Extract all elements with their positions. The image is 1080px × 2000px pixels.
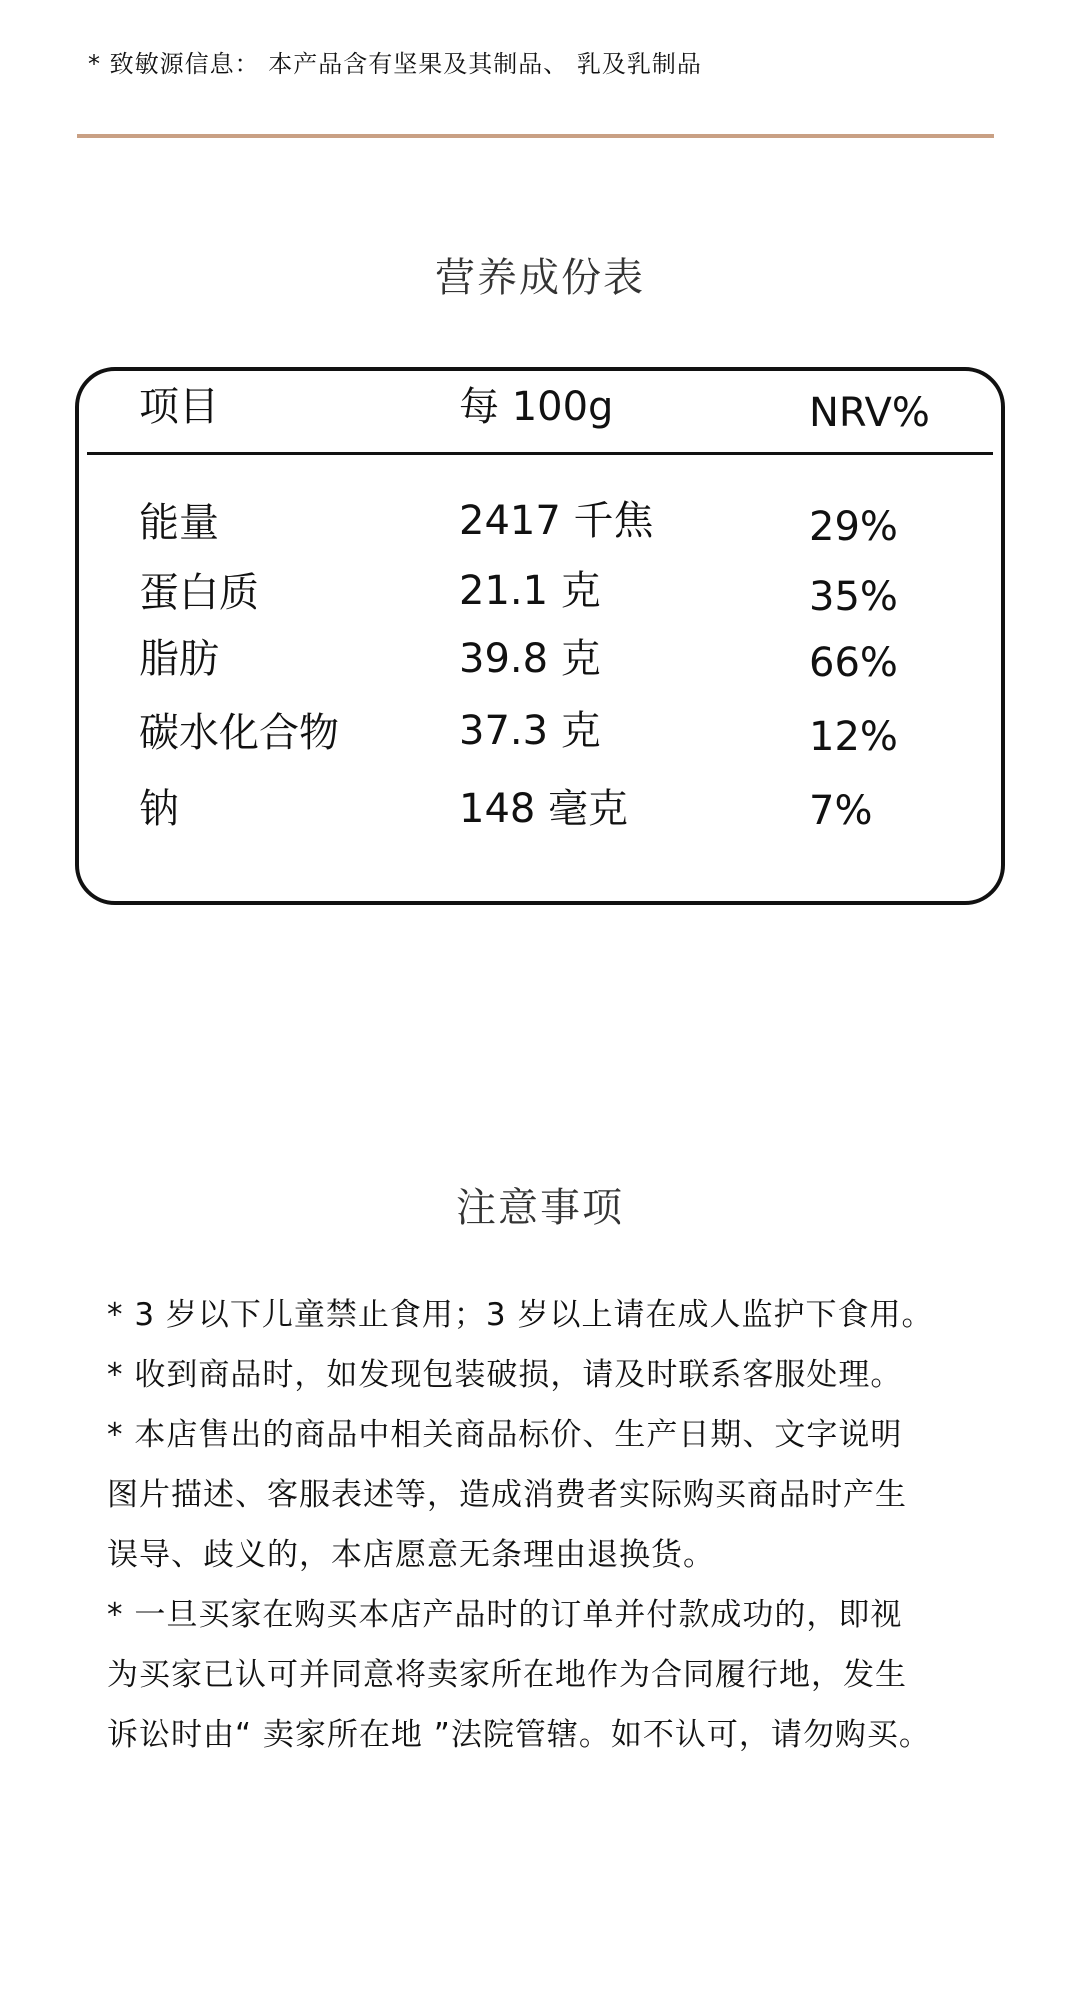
row-nrv: 66%: [809, 640, 898, 686]
nutrition-title: 营养成份表: [435, 255, 645, 301]
row-nrv: 7%: [809, 788, 873, 834]
notes-list: [107, 1285, 1007, 1765]
row-per100g: 39.8 克: [459, 636, 601, 682]
note-line: 诉讼时由“ 卖家所在地 ”法院管辖。如不认可，请勿购买。: [107, 1717, 931, 1753]
row-nrv: 35%: [809, 574, 898, 620]
note-line: * 一旦买家在购买本店产品时的订单并付款成功的，即视: [107, 1597, 903, 1633]
row-per100g: 148 毫克: [459, 786, 629, 832]
row-nrv: 29%: [809, 504, 898, 550]
row-item: 碳水化合物: [139, 710, 339, 756]
row-nrv: 12%: [809, 714, 898, 760]
table-header-rule: [87, 452, 993, 455]
row-per100g: 37.3 克: [459, 708, 601, 754]
notes-title: 注意事项: [456, 1185, 624, 1231]
row-item: 脂肪: [139, 636, 219, 682]
note-line: 误导、歧义的，本店愿意无条理由退换货。: [107, 1537, 715, 1573]
note-line: * 收到商品时，如发现包装破损，请及时联系客服处理。: [107, 1357, 903, 1393]
allergen-info: * 致敏源信息： 本产品含有坚果及其制品、 乳及乳制品: [88, 50, 702, 78]
note-line: 为买家已认可并同意将卖家所在地作为合同履行地，发生: [107, 1657, 907, 1693]
row-item: 钠: [139, 786, 179, 832]
header-per100g: 每 100g: [459, 384, 614, 430]
row-per100g: 2417 千焦: [459, 498, 654, 544]
row-item: 蛋白质: [139, 570, 259, 616]
row-item: 能量: [139, 500, 219, 546]
note-line: * 3 岁以下儿童禁止食用；3 岁以上请在成人监护下食用。: [107, 1297, 934, 1333]
nutrition-table: [75, 367, 1005, 905]
section-divider: [77, 134, 994, 138]
note-line: * 本店售出的商品中相关商品标价、生产日期、文字说明: [107, 1417, 903, 1453]
note-line: 图片描述、客服表述等，造成消费者实际购买商品时产生: [107, 1477, 907, 1513]
row-per100g: 21.1 克: [459, 568, 601, 614]
header-item: 项目: [139, 384, 219, 430]
header-nrv: NRV%: [809, 390, 930, 436]
